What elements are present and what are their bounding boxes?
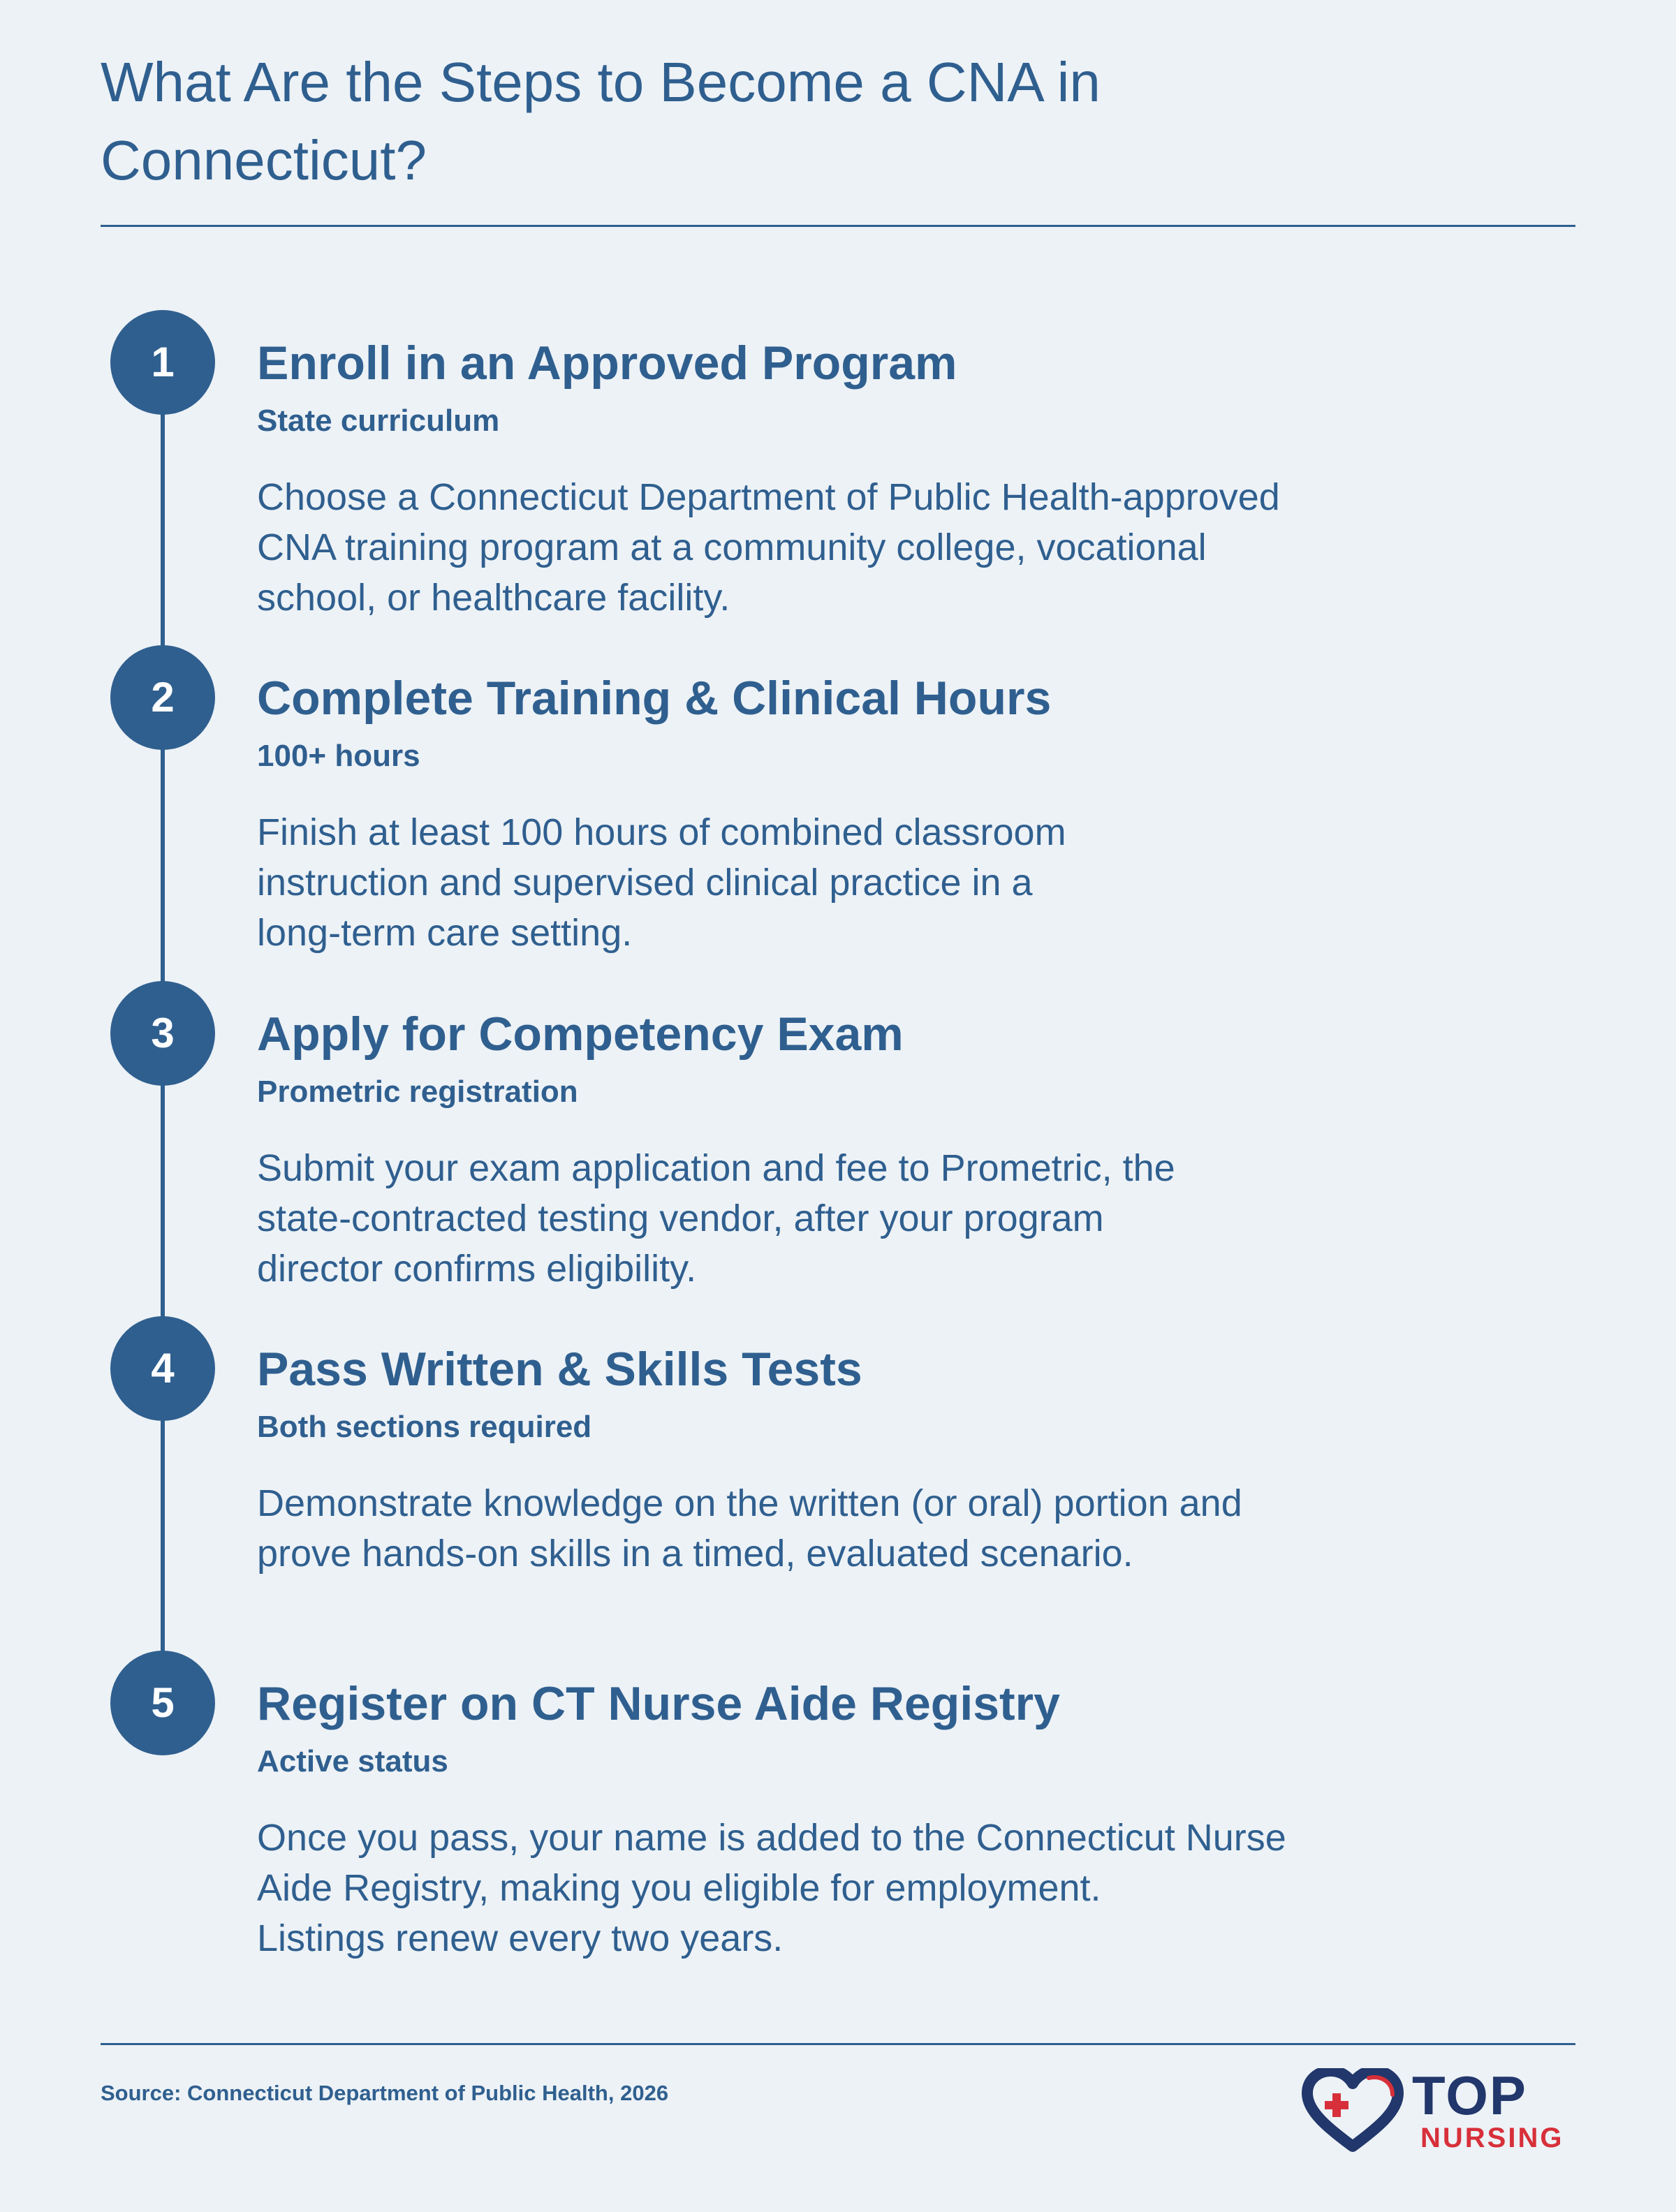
step-title: Complete Training & Clinical Hours xyxy=(257,672,1052,725)
step-subtitle: Prometric registration xyxy=(257,1075,578,1109)
step-description xyxy=(257,1478,1374,1579)
step-description-line: Aide Registry, making you eligible for employment. xyxy=(257,1867,1101,1909)
step-title: Pass Written & Skills Tests xyxy=(257,1343,862,1396)
step-description xyxy=(257,1143,1374,1294)
step-description-line: CNA training program at a community college, vocational xyxy=(257,526,1207,568)
page-title-line-2: Connecticut? xyxy=(101,129,427,191)
step-title: Register on CT Nurse Aide Registry xyxy=(257,1677,1060,1730)
page-title-line-1: What Are the Steps to Become a CNA in xyxy=(101,51,1101,113)
step-description-line: state-contracted testing vendor, after your program xyxy=(257,1197,1104,1239)
top-nursing-logo xyxy=(1300,2065,1580,2153)
step-description-line: Once you pass, your name is added to the Connecticut Nurse xyxy=(257,1817,1286,1859)
step-subtitle: Active status xyxy=(257,1744,448,1778)
step-description-line: Demonstrate knowledge on the written (or oral) portion and xyxy=(257,1482,1242,1524)
brand-wordmark-top: TOP xyxy=(1412,2065,1527,2126)
step-description-line: prove hands-on skills in a timed, evaluated scenario. xyxy=(257,1533,1133,1575)
step-description-line: instruction and supervised clinical practice in a xyxy=(257,862,1033,904)
heart-with-cross-icon xyxy=(1300,2068,1405,2152)
step-description xyxy=(257,1813,1374,1963)
source-citation: Source: Connecticut Department of Public Health, 2026 xyxy=(101,2081,669,2105)
step-description-line: Submit your exam application and fee to Prometric, the xyxy=(257,1147,1175,1189)
step-description-line: Choose a Connecticut Department of Public Health-approved xyxy=(257,476,1280,518)
step-number-badge: 4 xyxy=(110,1316,215,1421)
step-title: Apply for Competency Exam xyxy=(257,1008,904,1061)
step-description-line: long-term care setting. xyxy=(257,912,633,954)
step-subtitle: State curriculum xyxy=(257,404,500,438)
step-subtitle: Both sections required xyxy=(257,1410,592,1444)
step-title: Enroll in an Approved Program xyxy=(257,337,957,390)
step-number-badge: 1 xyxy=(110,310,215,415)
step-description xyxy=(257,472,1374,623)
step-number-badge: 3 xyxy=(110,981,215,1086)
step-description-line: Listings renew every two years. xyxy=(257,1917,784,1959)
step-description-line: Finish at least 100 hours of combined classroom xyxy=(257,811,1066,853)
step-description-line: school, or healthcare facility. xyxy=(257,577,730,619)
brand-wordmark-bottom: NURSING xyxy=(1420,2123,1564,2153)
page-title xyxy=(101,43,1288,200)
step-subtitle: 100+ hours xyxy=(257,739,420,773)
footer-divider xyxy=(101,2043,1575,2045)
step-number-badge: 5 xyxy=(110,1651,215,1755)
step-description xyxy=(257,807,1374,958)
header-divider xyxy=(101,225,1575,227)
step-description-line: director confirms eligibility. xyxy=(257,1248,697,1290)
step-number-badge: 2 xyxy=(110,645,215,750)
